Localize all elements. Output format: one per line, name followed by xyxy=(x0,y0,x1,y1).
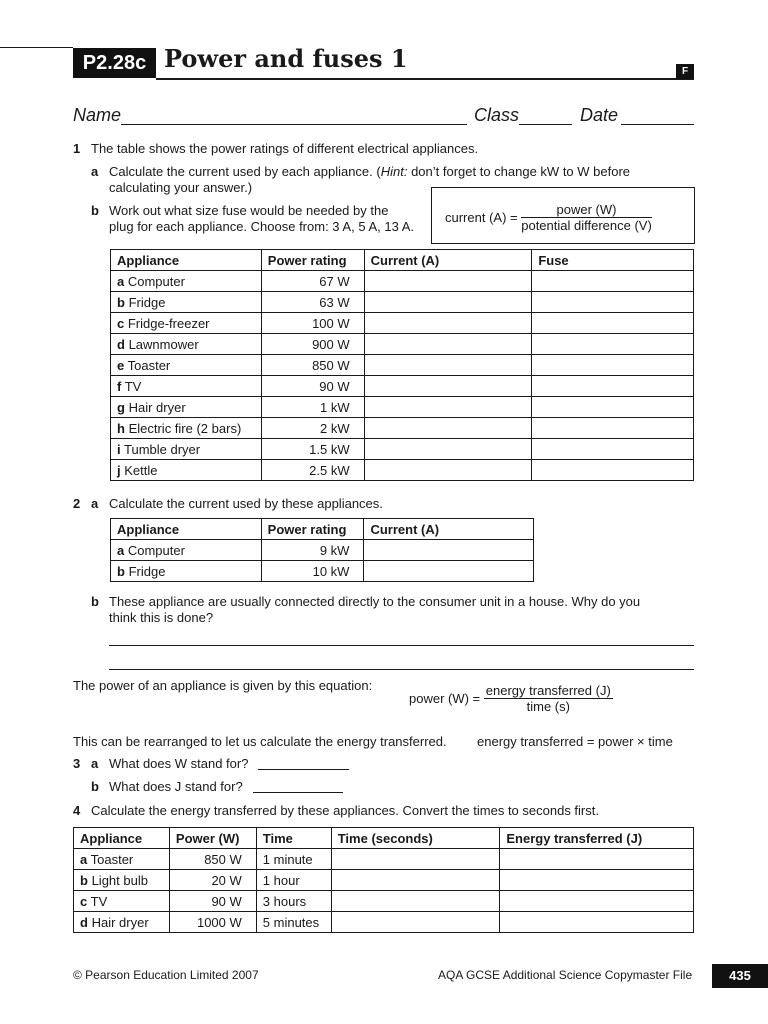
power-cell: 1000 W xyxy=(169,912,256,933)
q3a-answer-line[interactable] xyxy=(258,769,349,770)
q3b-label: b xyxy=(91,779,99,794)
current-formula-fraction xyxy=(521,202,652,233)
name-field[interactable] xyxy=(121,124,467,125)
appliance-cell: b Light bulb xyxy=(74,870,170,891)
fuse-answer-cell[interactable] xyxy=(532,292,694,313)
rearranged-text: This can be rearranged to let us calculate the energy transferred. xyxy=(73,734,447,749)
q3-number: 3 xyxy=(73,756,81,771)
current-answer-cell[interactable] xyxy=(364,355,532,376)
table-row xyxy=(74,849,694,870)
name-label: Name xyxy=(73,105,122,125)
q1a-hint: Hint: xyxy=(380,164,408,179)
current-answer-cell[interactable] xyxy=(364,313,532,334)
power-cell: 2 kW xyxy=(261,418,364,439)
power-cell: 90 W xyxy=(261,376,364,397)
power-formula-denominator: time (s) xyxy=(526,699,570,714)
q2b-answer-line-2[interactable] xyxy=(109,669,694,670)
time-cell: 3 hours xyxy=(256,891,331,912)
q1b-text-1: Work out what size fuse would be needed by the xyxy=(109,203,389,218)
power-cell: 63 W xyxy=(261,292,364,313)
table-row xyxy=(111,460,694,481)
appliance-cell: b Fridge xyxy=(111,292,262,313)
table-row xyxy=(111,418,694,439)
fuse-answer-cell[interactable] xyxy=(532,376,694,397)
fuse-answer-cell[interactable] xyxy=(532,418,694,439)
q1-col-fuse: Fuse xyxy=(532,250,694,271)
current-answer-cell[interactable] xyxy=(364,439,532,460)
power-cell: 9 kW xyxy=(261,540,364,561)
q4-number: 4 xyxy=(73,803,81,818)
power-eq-intro: The power of an appliance is given by this equation: xyxy=(73,678,373,693)
q1a-text xyxy=(109,164,630,179)
appliance-cell: d Hair dryer xyxy=(74,912,170,933)
q1b-label: b xyxy=(91,203,99,218)
q4-table xyxy=(73,827,694,933)
q2-col-appliance: Appliance xyxy=(111,519,262,540)
time-cell: 1 hour xyxy=(256,870,331,891)
table-row xyxy=(111,397,694,418)
power-cell: 90 W xyxy=(169,891,256,912)
q3b-text: What does J stand for? xyxy=(109,779,243,794)
foundation-badge: F xyxy=(676,64,694,79)
energy-answer-cell[interactable] xyxy=(500,849,694,870)
q4-col-time: Time xyxy=(256,828,331,849)
q4-col-energy: Energy transferred (J) xyxy=(500,828,694,849)
q2b-label: b xyxy=(91,594,99,609)
current-formula-lhs: current (A) = xyxy=(445,210,518,225)
time-cell: 5 minutes xyxy=(256,912,331,933)
footer-copyright: © Pearson Education Limited 2007 xyxy=(73,968,259,982)
table-row xyxy=(111,376,694,397)
current-answer-cell[interactable] xyxy=(364,460,532,481)
q1a-text-1: Calculate the current used by each appliance. ( xyxy=(109,164,381,179)
power-cell: 100 W xyxy=(261,313,364,334)
q2-table xyxy=(110,518,534,582)
table-row xyxy=(111,334,694,355)
fuse-answer-cell[interactable] xyxy=(532,439,694,460)
page-title: Power and fuses 1 xyxy=(164,44,408,73)
appliance-cell: g Hair dryer xyxy=(111,397,262,418)
q4-table-header xyxy=(74,828,694,849)
table-row xyxy=(111,292,694,313)
power-cell: 20 W xyxy=(169,870,256,891)
appliance-cell: c Fridge-freezer xyxy=(111,313,262,334)
q2-col-power: Power rating xyxy=(261,519,364,540)
fuse-answer-cell[interactable] xyxy=(532,271,694,292)
table-row xyxy=(74,891,694,912)
current-formula-denominator: potential difference (V) xyxy=(521,218,652,233)
title-underline xyxy=(156,78,694,80)
table-row xyxy=(74,912,694,933)
q4-col-power: Power (W) xyxy=(169,828,256,849)
power-cell: 1.5 kW xyxy=(261,439,364,460)
current-answer-cell[interactable] xyxy=(364,376,532,397)
appliance-cell: j Kettle xyxy=(111,460,262,481)
current-answer-cell[interactable] xyxy=(364,561,534,582)
power-formula-fraction xyxy=(484,683,613,714)
power-cell: 10 kW xyxy=(261,561,364,582)
fuse-answer-cell[interactable] xyxy=(532,334,694,355)
current-answer-cell[interactable] xyxy=(364,334,532,355)
appliance-cell: f TV xyxy=(111,376,262,397)
table-row xyxy=(111,313,694,334)
q1-table-header xyxy=(111,250,694,271)
appliance-cell: a Computer xyxy=(111,540,262,561)
power-formula-lhs: power (W) = xyxy=(409,691,481,706)
table-row xyxy=(74,870,694,891)
q1-number: 1 xyxy=(73,141,81,156)
energy-answer-cell[interactable] xyxy=(500,870,694,891)
power-formula-numerator: energy transferred (J) xyxy=(485,683,611,698)
fuse-answer-cell[interactable] xyxy=(532,313,694,334)
q1-col-appliance: Appliance xyxy=(111,250,262,271)
q2b-text-2: think this is done? xyxy=(109,610,214,625)
q2-table-header xyxy=(111,519,534,540)
q4-text: Calculate the energy transferred by these appliances. Convert the times to seconds first. xyxy=(91,803,599,818)
time-cell: 1 minute xyxy=(256,849,331,870)
appliance-cell: d Lawnmower xyxy=(111,334,262,355)
q2-number: 2 xyxy=(73,496,81,511)
power-cell: 900 W xyxy=(261,334,364,355)
appliance-cell: b Fridge xyxy=(111,561,262,582)
seconds-answer-cell[interactable] xyxy=(331,912,500,933)
energy-answer-cell[interactable] xyxy=(500,912,694,933)
current-answer-cell[interactable] xyxy=(364,292,532,313)
q4-col-seconds: Time (seconds) xyxy=(331,828,500,849)
fuse-answer-cell[interactable] xyxy=(532,355,694,376)
q1-intro: The table shows the power ratings of different electrical appliances. xyxy=(91,141,479,156)
current-formula xyxy=(445,202,652,233)
q1a-text-2: don’t forget to change kW to W before xyxy=(407,164,631,179)
power-cell: 850 W xyxy=(169,849,256,870)
power-formula xyxy=(409,683,613,714)
table-row xyxy=(111,540,534,561)
q1b-text-2: plug for each appliance. Choose from: 3 A, 5 A, 13 A. xyxy=(109,219,414,234)
current-answer-cell[interactable] xyxy=(364,397,532,418)
seconds-answer-cell[interactable] xyxy=(331,891,500,912)
class-label: Class xyxy=(474,105,520,125)
appliance-cell: c TV xyxy=(74,891,170,912)
table-row xyxy=(111,271,694,292)
q2b-answer-line-1[interactable] xyxy=(109,645,694,646)
date-label: Date xyxy=(580,105,619,125)
current-answer-cell[interactable] xyxy=(364,540,534,561)
date-field[interactable] xyxy=(621,124,694,125)
appliance-cell: e Toaster xyxy=(111,355,262,376)
q1-table xyxy=(110,249,694,481)
power-cell: 1 kW xyxy=(261,397,364,418)
current-formula-box xyxy=(431,187,695,244)
q2b-text-1: These appliance are usually connected directly to the consumer unit in a house. Why do you xyxy=(109,594,641,609)
rearranged-equation: energy transferred = power × time xyxy=(477,734,673,749)
q2a-label: a xyxy=(91,496,99,511)
table-row xyxy=(111,561,534,582)
seconds-answer-cell[interactable] xyxy=(331,870,500,891)
current-answer-cell[interactable] xyxy=(364,271,532,292)
power-cell: 2.5 kW xyxy=(261,460,364,481)
energy-answer-cell[interactable] xyxy=(500,891,694,912)
appliance-cell: a Toaster xyxy=(74,849,170,870)
q2-col-current: Current (A) xyxy=(364,519,534,540)
q2a-text: Calculate the current used by these appliances. xyxy=(109,496,383,511)
current-formula-numerator: power (W) xyxy=(521,202,652,218)
q4-col-appliance: Appliance xyxy=(74,828,170,849)
q1-col-power: Power rating xyxy=(261,250,364,271)
fuse-answer-cell[interactable] xyxy=(532,460,694,481)
top-rule-left xyxy=(0,47,73,48)
q1a-text-3: calculating your answer.) xyxy=(109,180,253,195)
fuse-answer-cell[interactable] xyxy=(532,397,694,418)
appliance-cell: a Computer xyxy=(111,271,262,292)
class-field[interactable] xyxy=(519,124,572,125)
table-row xyxy=(111,355,694,376)
q3a-text: What does W stand for? xyxy=(109,756,249,771)
power-cell: 850 W xyxy=(261,355,364,376)
q3b-answer-line[interactable] xyxy=(253,792,343,793)
table-row xyxy=(111,439,694,460)
appliance-cell: h Electric fire (2 bars) xyxy=(111,418,262,439)
page-number: 435 xyxy=(712,964,768,988)
appliance-cell: i Tumble dryer xyxy=(111,439,262,460)
current-answer-cell[interactable] xyxy=(364,418,532,439)
footer-source: AQA GCSE Additional Science Copymaster File xyxy=(438,968,693,982)
q3a-label: a xyxy=(91,756,99,771)
seconds-answer-cell[interactable] xyxy=(331,849,500,870)
worksheet-code: P2.28c xyxy=(73,48,156,78)
power-cell: 67 W xyxy=(261,271,364,292)
q1-col-current: Current (A) xyxy=(364,250,532,271)
q1a-label: a xyxy=(91,164,99,179)
